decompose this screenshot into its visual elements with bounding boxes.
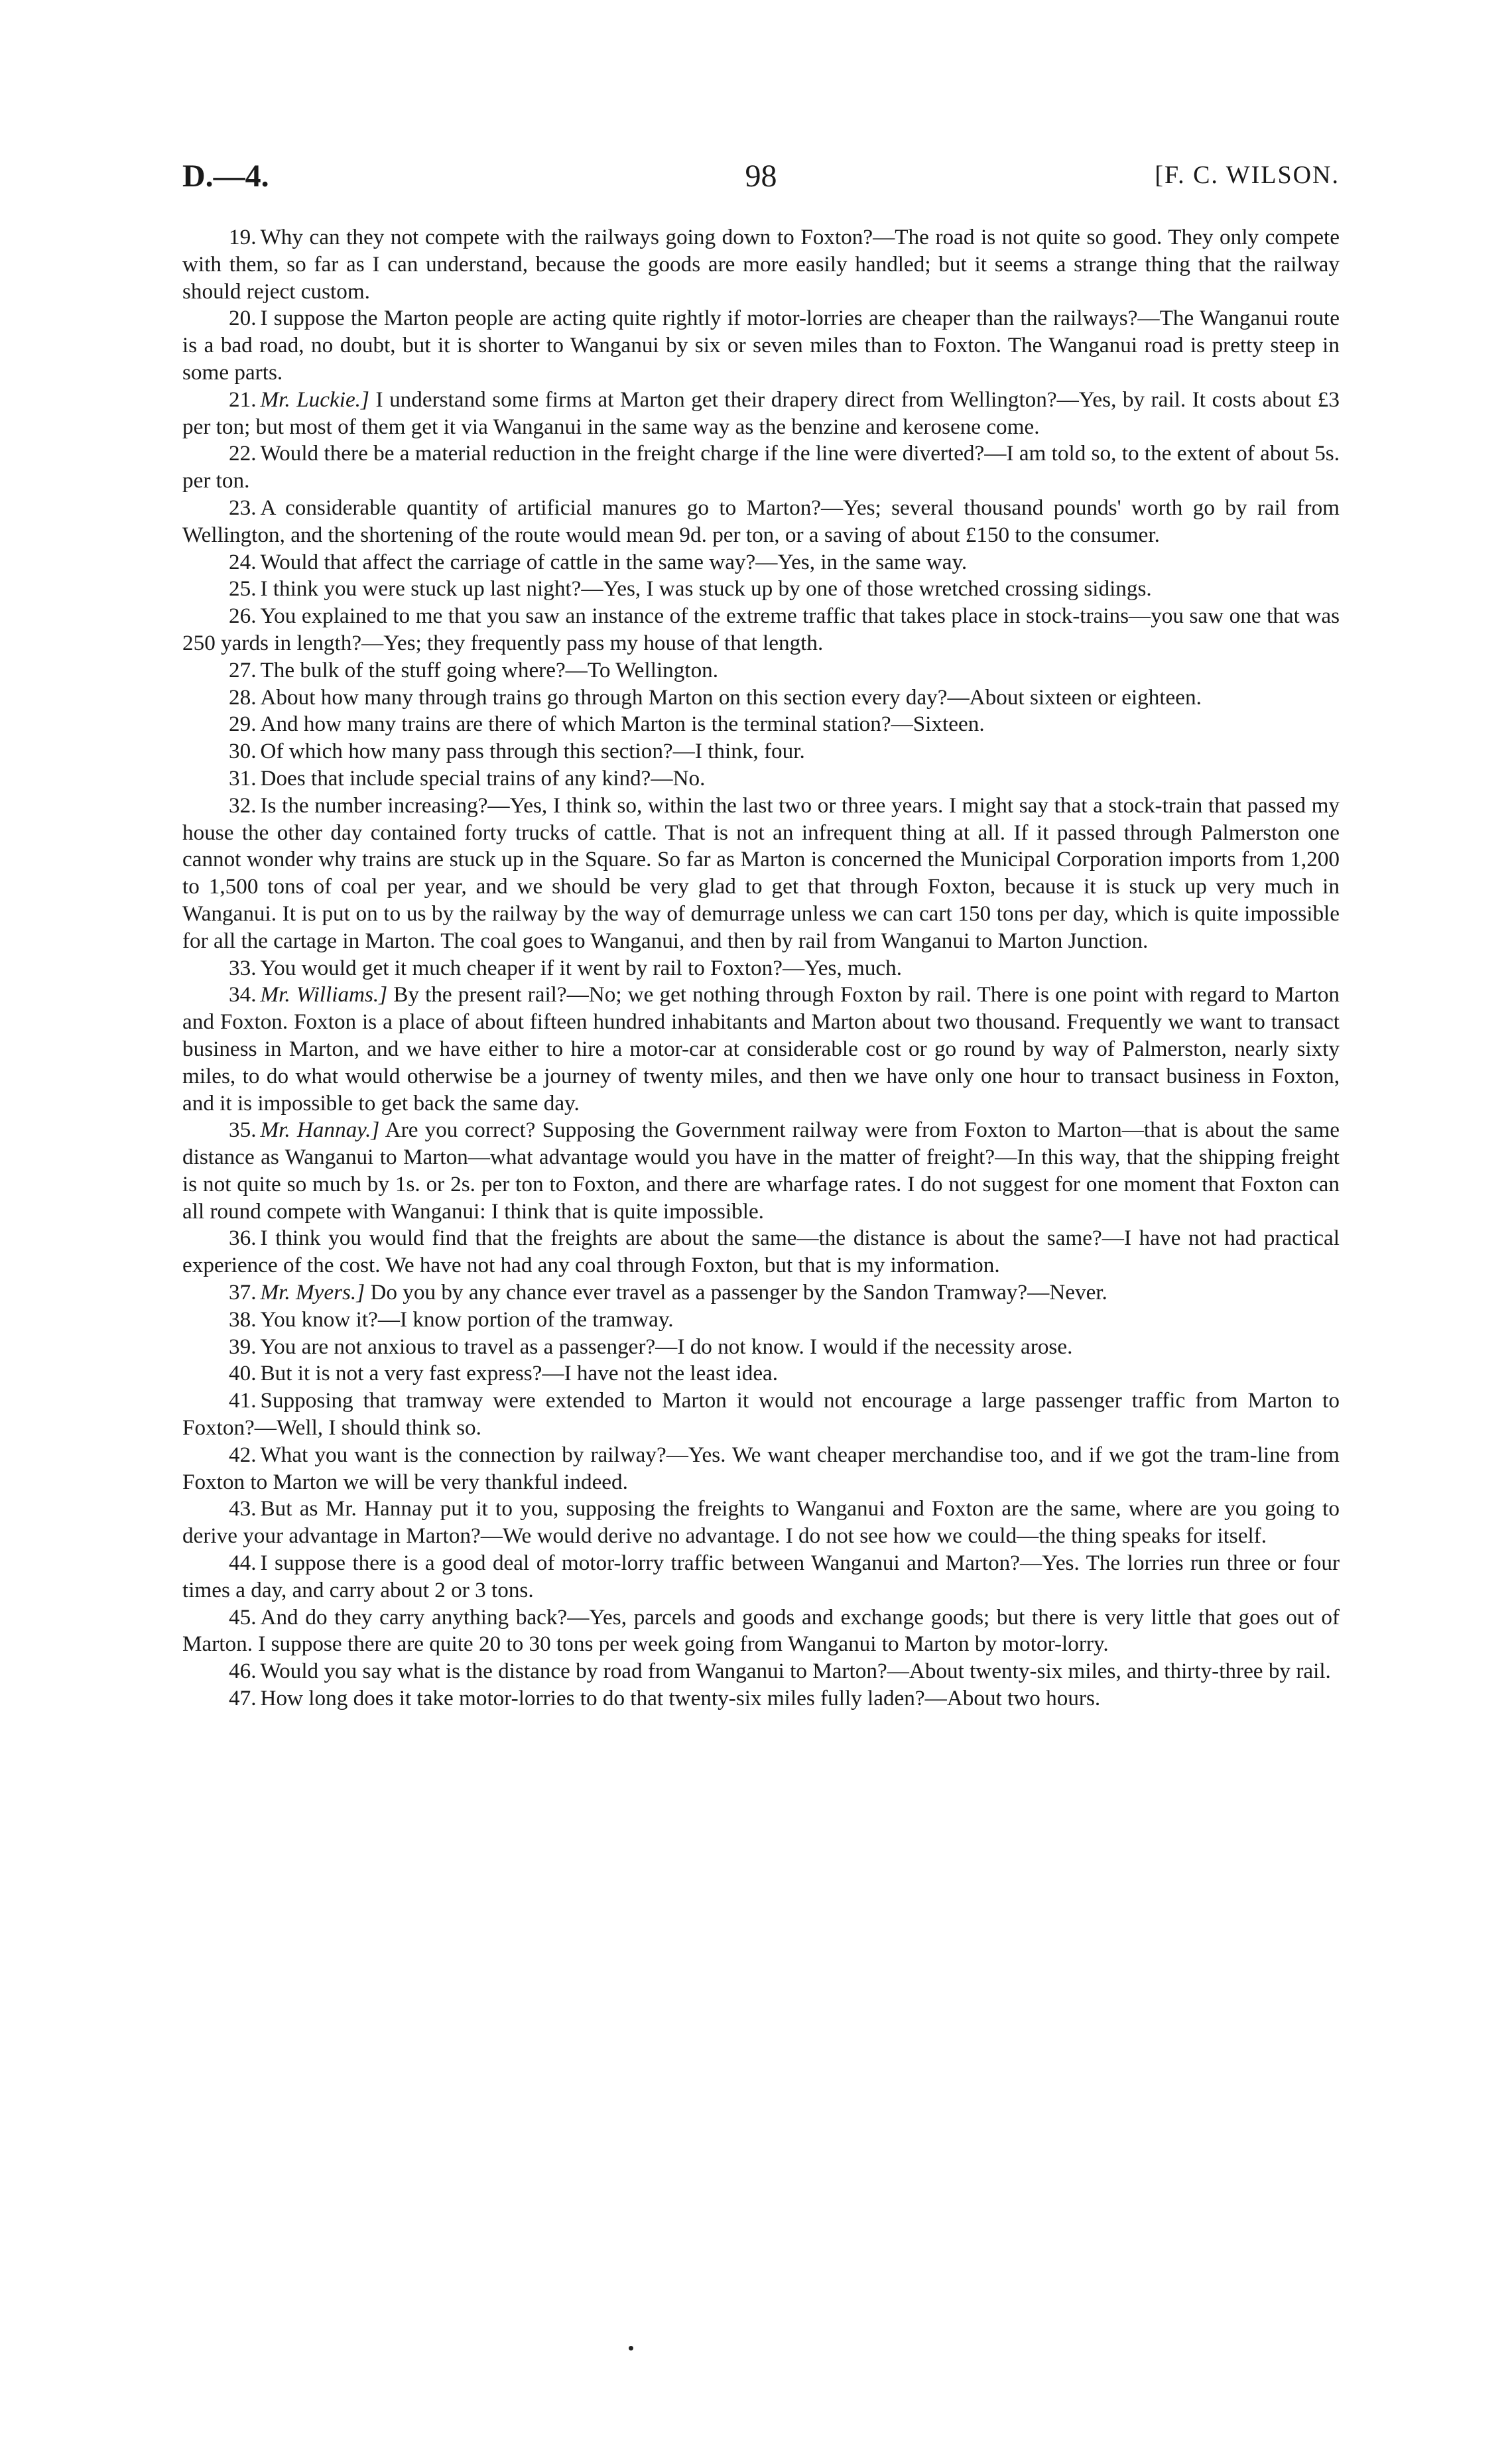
question-answer-paragraph (182, 1307, 1340, 1334)
question-number: 27. (229, 657, 257, 682)
speaker-name: Mr. Myers.] (260, 1280, 365, 1305)
question-answer-paragraph (182, 1496, 1340, 1550)
page-number: 98 (745, 159, 777, 194)
question-number: 41. (229, 1388, 257, 1413)
question-text: By the present rail?—No; we get nothing through Foxton by rail. There is one point with regard to Marton and Foxton. Foxton is a place of about fifteen hundred inhabitants and Marton about two thousand. Frequently we want to transact business in Marton, and we have either to hire a motor-car at considerable cost or go round by way of Palmerston, nearly sixty miles, to do what would otherwise be a journey of twenty miles, and then we have only one hour to transact business in Foxton, and it is impossible to get back the same day. (182, 982, 1340, 1116)
question-text: I think you would find that the freights are about the same—the distance is about the same?—I have not had practical experience of the cost. We have not had any coal through Foxton, but that is my information. (182, 1226, 1340, 1278)
question-text: And how many trains are there of which Marton is the terminal station?—Sixteen. (260, 712, 985, 737)
question-text: I suppose there is a good deal of motor-lorry traffic between Wanganui and Marton?—Yes. The lorries run three or four times a day, and carry about 2 or 3 tons. (182, 1551, 1340, 1602)
question-text: Is the number increasing?—Yes, I think so, within the last two or three years. I might say that a stock-train that passed my house the other day contained forty trucks of cattle. That is not an infrequent thing at all. If it passed through Palmerston one cannot wonder why trains are stuck up in the Square. So far as Marton is concerned the Municipal Corporation imports from 1,200 to 1,500 tons of coal per year, and we should be very glad to get that through Foxton, because it is stuck up very much in Wanganui. It is put on to us by the railway by the way of demurrage unless we can cart 150 tons per day, which is quite impossible for all the cartage in Marton. The coal goes to Wanganui, and then by rail from Wanganui to Marton Junction. (182, 793, 1340, 953)
question-text: You know it?—I know portion of the tramway. (260, 1307, 674, 1332)
speaker-name: Mr. Hannay.] (260, 1118, 380, 1143)
question-answer-paragraph (182, 793, 1340, 955)
question-text: About how many through trains go through Marton on this section every day?—About sixteen or eighteen. (260, 684, 1202, 710)
question-answer-paragraph (182, 305, 1340, 386)
question-number: 33. (229, 955, 257, 980)
question-number: 23. (229, 495, 257, 520)
question-text: Does that include special trains of any kind?—No. (260, 765, 706, 791)
question-number: 25. (229, 576, 257, 602)
question-answer-paragraph (182, 440, 1340, 495)
question-text: Of which how many pass through this section?—I think, four. (260, 739, 805, 764)
question-text: But it is not a very fast express?—I have not the least idea. (260, 1361, 779, 1386)
minutes-of-evidence (182, 224, 1340, 1712)
question-answer-paragraph (182, 1658, 1340, 1685)
question-text: Would that affect the carriage of cattle in the same way?—Yes, in the same way. (260, 549, 968, 574)
question-number: 42. (229, 1442, 257, 1467)
question-answer-paragraph (182, 495, 1340, 549)
question-number: 47. (229, 1686, 257, 1711)
question-text: The bulk of the stuff going where?—To Wellington. (260, 657, 719, 682)
question-number: 32. (229, 793, 257, 818)
question-text: You are not anxious to travel as a passenger?—I do not know. I would if the necessity arose. (260, 1334, 1073, 1359)
question-answer-paragraph (182, 684, 1340, 712)
question-answer-paragraph (182, 1442, 1340, 1496)
question-number: 43. (229, 1496, 257, 1521)
question-text: How long does it take motor-lorries to do that twenty-six miles fully laden?—About two hours. (260, 1686, 1101, 1711)
question-answer-paragraph (182, 224, 1340, 305)
question-text: Why can they not compete with the railways going down to Foxton?—The road is not quite so good. They only compete with them, so far as I can understand, because the goods are more easily handled; but it seems a strange thing that the railway should reject custom. (182, 225, 1340, 304)
question-number: 36. (229, 1226, 257, 1251)
question-text: I think you were stuck up last night?—Yes, I was stuck up by one of those wretched crossing sidings. (260, 576, 1152, 602)
question-number: 26. (229, 604, 257, 629)
question-answer-paragraph (182, 1360, 1340, 1387)
question-answer-paragraph (182, 603, 1340, 657)
question-answer-paragraph (182, 1279, 1340, 1307)
question-text: I understand some firms at Marton get their drapery direct from Wellington?—Yes, by rail. It costs about £3 per ton; but most of them get it via Wanganui in the same way as the benzine and kerosene come. (182, 387, 1340, 439)
question-number: 38. (229, 1307, 257, 1332)
question-number: 31. (229, 765, 257, 791)
question-text: Would there be a material reduction in the freight charge if the line were diverted?—I am told so, to the extent of about 5s. per ton. (182, 441, 1340, 493)
question-number: 40. (229, 1361, 257, 1386)
question-text: Do you by any chance ever travel as a passenger by the Sandon Tramway?—Never. (370, 1280, 1107, 1305)
question-answer-paragraph (182, 1117, 1340, 1225)
question-answer-paragraph (182, 1550, 1340, 1604)
question-number: 39. (229, 1334, 257, 1359)
question-answer-paragraph (182, 1387, 1340, 1442)
question-answer-paragraph (182, 1225, 1340, 1279)
question-number: 29. (229, 712, 257, 737)
question-text: Supposing that tramway were extended to Marton it would not encourage a large passenger traffic from Marton to Foxton?—Well, I should think so. (182, 1388, 1340, 1441)
footer-dot (629, 2346, 633, 2350)
question-answer-paragraph (182, 387, 1340, 441)
question-text: You would get it much cheaper if it went by rail to Foxton?—Yes, much. (260, 955, 903, 980)
document-reference: D.—4. (182, 159, 269, 194)
witness-name: [F. C. WILSON. (1155, 161, 1340, 189)
question-text: A considerable quantity of artificial manures go to Marton?—Yes; several thousand pounds' worth go by rail from Wellington, and the shortening of the route would mean 9d. per ton, or a saving of about £150 to the consumer. (182, 495, 1340, 547)
question-number: 24. (229, 549, 257, 574)
question-number: 22. (229, 441, 257, 466)
question-text: And do they carry anything back?—Yes, parcels and goods and exchange goods; but there is very little that goes out of Marton. I suppose there are quite 20 to 30 tons per week going from Wanganui to Marton by motor-lorry. (182, 1604, 1340, 1657)
question-answer-paragraph (182, 657, 1340, 684)
question-number: 28. (229, 684, 257, 710)
question-answer-paragraph (182, 1604, 1340, 1659)
question-answer-paragraph (182, 1685, 1340, 1712)
question-answer-paragraph (182, 711, 1340, 738)
question-number: 30. (229, 739, 257, 764)
question-number: 34. (229, 982, 257, 1007)
question-number: 45. (229, 1604, 257, 1630)
question-text: You explained to me that you saw an instance of the extreme traffic that takes place in stock-trains—you saw one that was 250 yards in length?—Yes; they frequently pass my house of that length. (182, 604, 1340, 655)
question-number: 44. (229, 1551, 257, 1576)
question-text: I suppose the Marton people are acting quite rightly if motor-lorries are cheaper than the railways?—The Wanganui route is a bad road, no doubt, but it is shorter to Wanganui by six or seven miles than to Foxton. The Wanganui road is pretty steep in some parts. (182, 306, 1340, 385)
speaker-name: Mr. Luckie.] (260, 387, 369, 412)
question-text: What you want is the connection by railway?—Yes. We want cheaper merchandise too, and if we got the tram-line from Foxton to Marton we will be very thankful indeed. (182, 1442, 1340, 1494)
question-text: Would you say what is the distance by road from Wanganui to Marton?—About twenty-six miles, and thirty-three by rail. (260, 1659, 1331, 1684)
question-answer-paragraph (182, 549, 1340, 576)
question-answer-paragraph (182, 765, 1340, 793)
question-answer-paragraph (182, 738, 1340, 765)
question-answer-paragraph (182, 1334, 1340, 1361)
question-answer-paragraph (182, 982, 1340, 1117)
question-answer-paragraph (182, 576, 1340, 603)
speaker-name: Mr. Williams.] (260, 982, 388, 1007)
question-number: 46. (229, 1659, 257, 1684)
page-header (182, 158, 1340, 198)
question-text: Are you correct? Supposing the Government railway were from Foxton to Marton—that is about the same distance as Wanganui to Marton—what advantage would you have in the matter of freight?—In this way, that the shipping freight is not quite so much by 1s. or 2s. per ton to Foxton, and there are wharfage rates. I do not suggest for one moment that Foxton can all round compete with Wanganui: I think that is quite impossible. (182, 1118, 1340, 1224)
question-number: 20. (229, 306, 257, 331)
question-number: 37. (229, 1280, 257, 1305)
question-answer-paragraph (182, 955, 1340, 982)
question-number: 21. (229, 387, 257, 412)
question-text: But as Mr. Hannay put it to you, supposing the freights to Wanganui and Foxton are the same, where are you going to derive your advantage in Marton?—We would derive no advantage. I do not see how we could—the thing speaks for itself. (182, 1496, 1340, 1549)
question-number: 19. (229, 225, 257, 249)
question-number: 35. (229, 1118, 257, 1143)
